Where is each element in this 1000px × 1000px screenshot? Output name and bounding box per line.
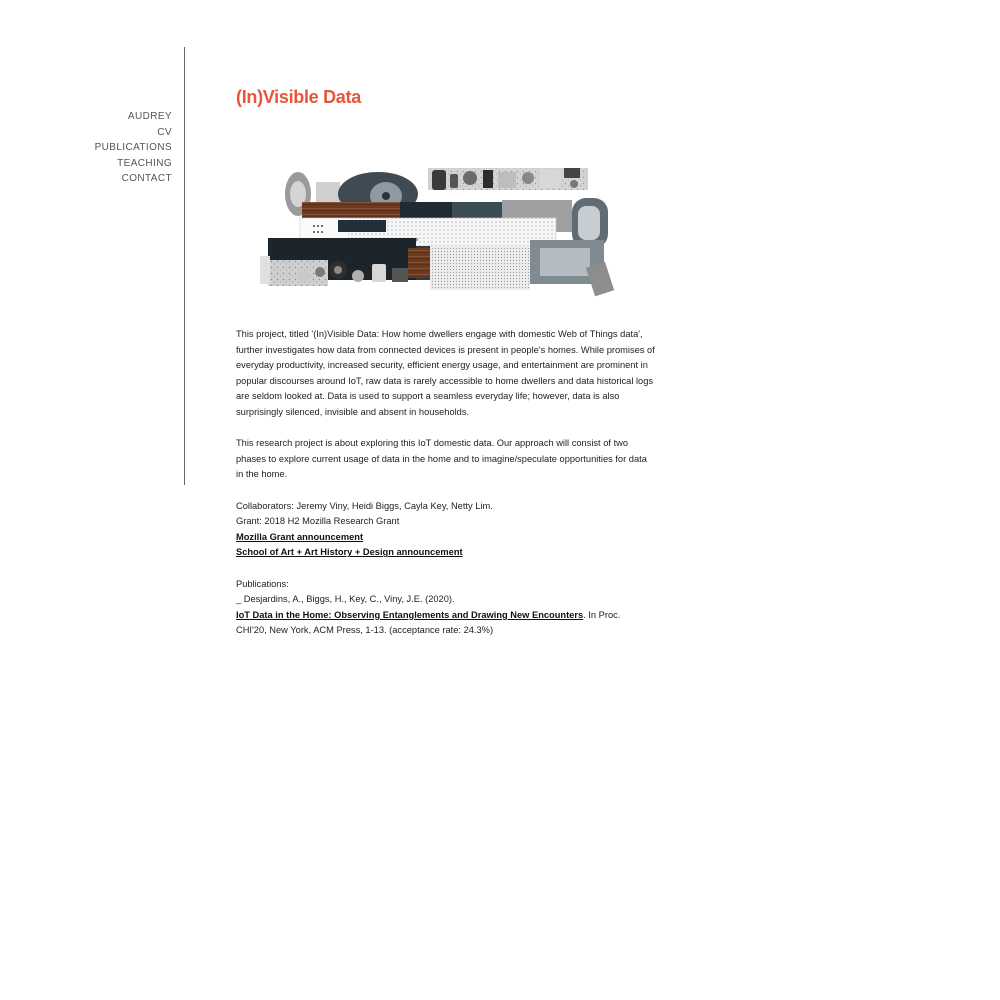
nav-item-cv[interactable]: CV (157, 126, 172, 138)
publication-venue: CHI'20, New York, ACM Press, 1-13. (acceptance rate: 24.3%) (236, 625, 494, 636)
intro-paragraph-2: This research project is about exploring this IoT domestic data. Our approach will consist of two phases to explore current usage of data in the home and to imagine/speculate opportunities for data in the home. (236, 438, 647, 480)
publication-authors: _ Desjardins, A., Biggs, H., Key, C., Viny, J.E. (2020). (236, 594, 455, 605)
main-content (236, 327, 656, 654)
page-title: (In)Visible Data (236, 87, 361, 107)
publications-section (236, 577, 656, 639)
grant-text: Grant: 2018 H2 Mozilla Research Grant (236, 516, 400, 527)
publications-heading: Publications: (236, 578, 289, 589)
nav-item-publications[interactable]: PUBLICATIONS (94, 142, 172, 154)
school-announcement-link[interactable]: School of Art + Art History + Design announcement (236, 547, 463, 558)
nav-item-audrey[interactable]: AUDREY (127, 111, 172, 122)
iot-devices-collage-image (258, 164, 620, 300)
collaborators-text: Collaborators: Jeremy Viny, Heidi Biggs, Cayla Key, Netty Lim. (236, 500, 493, 511)
mozilla-grant-link[interactable]: Mozilla Grant announcement (236, 531, 364, 542)
nav-item-teaching[interactable]: TEACHING (117, 157, 172, 169)
nav-item-contact[interactable]: CONTACT (121, 173, 172, 185)
publication-title-link[interactable]: IoT Data in the Home: Observing Entanglements and Drawing New Encounters (236, 609, 584, 620)
publication-venue-start: . In Proc. (583, 609, 621, 620)
intro-paragraph-1: This project, titled '(In)Visible Data: How home dwellers engage with domestic Web of Things data', further investigates how data from connected devices is present in people's homes. While promises of everyday productivity, increased security, efficient energy usage, and entertainment are prominent in popular discourses around IoT, raw data is rarely accessible to home dwellers and data historical logs are seldom looked at. Data is used to support a seamless everyday life; however, data is also surprisingly silenced, invisible and absent in households. (236, 329, 655, 417)
sidebar-nav (60, 109, 172, 187)
project-info (236, 499, 656, 561)
sidebar-divider (184, 47, 185, 485)
